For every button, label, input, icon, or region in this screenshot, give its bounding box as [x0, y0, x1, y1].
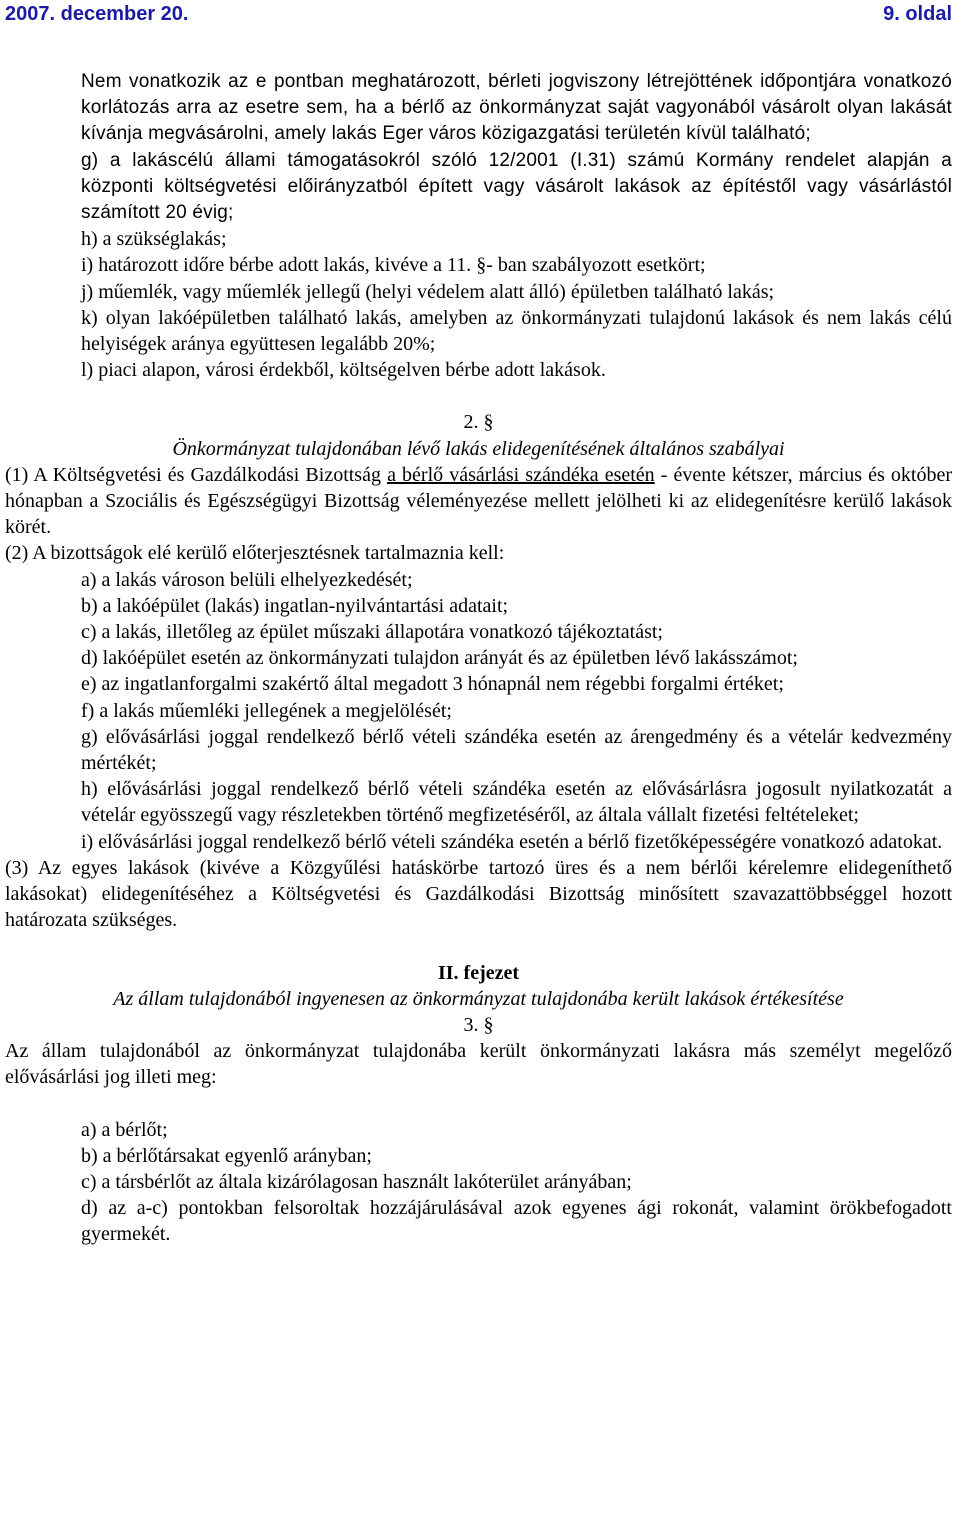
list-item: b) a bérlőtársakat egyenlő arányban; [81, 1144, 372, 1167]
p1-underlined: a bérlő vásárlási szándéka esetén [387, 463, 655, 486]
list-item: a) a lakás városon belüli elhelyezkedését; [81, 568, 413, 591]
list-item: d) az a-c) pontokban felsoroltak hozzájárulásával azok egyenes ági rokonát, valamint örökbefogadott gyermekét. [81, 1197, 952, 1246]
list-item-g: g) a lakáscélú állami támogatásokról szóló 12/2001 (I.31) számú Kormány rendelet alapján a központi költségvetési előirányzatból épített vagy vásárolt lakások az építéstől vagy vásárlástól számított 20 évig; [81, 149, 952, 224]
list-item: i) elővásárlási joggal rendelkező bérlő vételi szándéka esetén a bérlő fizetőképességére vonatkozó adatokat. [81, 830, 943, 853]
section-2-paragraph-1 [5, 462, 952, 541]
p1-rest: - évente kétszer, március és október hónapban a Szociális és Egészségügyi Bizottság véleményezése mellett jelölheti ki az elidegenítésre kerülő lakások körét. [5, 463, 952, 539]
section-2-number: 2. § [463, 411, 494, 434]
list-item: h) elővásárlási joggal rendelkező bérlő vételi szándéka esetén az elővásárlásra jogosult nyilatkozatát a vételár egyösszegű vagy részletekben történő megfizetéséről, az általa vállalt fizetési feltételeket; [81, 778, 952, 827]
prev-section-block [5, 69, 952, 226]
header-date: 2007. december 20. [5, 3, 189, 25]
spacer [5, 383, 952, 409]
document-body [5, 69, 952, 1248]
list-item-h: h) a szükséglakás; [81, 228, 227, 251]
list-item: a) a bérlőt; [81, 1118, 168, 1141]
section-2-title: Önkormányzat tulajdonában lévő lakás elidegenítésének általános szabályai [172, 437, 785, 460]
prev-section-paragraph: Nem vonatkozik az e pontban meghatározott, bérleti jogviszony létrejöttének időpontjára vonatkozó korlátozás arra az esetre sem, ha a bérlő az önkormányzat saját vagyonából vásárolt olyan lakását kívánja megvásárolni, amely lakás Eger város közigazgatási területén kívül található; [81, 71, 952, 145]
chapter-title: Az állam tulajdonából ingyenesen az önkormányzat tulajdonába került lakások értékesítése [113, 987, 844, 1010]
section-3-number: 3. § [463, 1013, 494, 1036]
section-3-list [5, 1117, 952, 1248]
section-3-intro: Az állam tulajdonából az önkormányzat tulajdonába került önkormányzati lakásra más személyt megelőző elővásárlási jog illeti meg: [5, 1040, 952, 1089]
section-2-list [5, 567, 952, 855]
list-item-l: l) piaci alapon, városi érdekből, költségelven bérbe adott lakások. [81, 359, 606, 382]
header-page-number: 9. oldal [883, 3, 952, 25]
page-header [5, 2, 952, 26]
list-item: b) a lakóépület (lakás) ingatlan-nyilvántartási adatait; [81, 594, 509, 617]
list-item: f) a lakás műemléki jellegének a megjelölését; [81, 699, 452, 722]
p1-lead: (1) A Költségvetési és Gazdálkodási Bizottság [5, 463, 388, 486]
chapter-heading: II. fejezet [437, 961, 520, 984]
list-item: e) az ingatlanforgalmi szakértő által megadott 3 hónapnál nem régebbi forgalmi értéket; [81, 673, 784, 696]
list-item: c) a társbérlőt az általa kizárólagosan használt lakóterület arányában; [81, 1170, 632, 1193]
prev-section-list [5, 226, 952, 383]
list-item: g) elővásárlási joggal rendelkező bérlő vételi szándéka esetén az árengedmény és a vételár kedvezmény mértékét; [81, 725, 952, 775]
list-item: c) a lakás, illetőleg az épület műszaki állapotára vonatkozó tájékoztatást; [81, 621, 663, 644]
list-item-j: j) műemlék, vagy műemlék jellegű (helyi védelem alatt álló) épületben található lakás; [81, 280, 775, 303]
section-2-paragraph-3: (3) Az egyes lakások (kivéve a Közgyűlési hatáskörbe tartozó üres és a nem bérlői kérelemre elidegeníthető lakásokat) elidegenítéséhez a Költségvetési és Gazdálkodási Bizottság minősített szavazattöbbséggel hozott határozata szükséges. [5, 856, 952, 932]
list-item: d) lakóépület esetén az önkormányzati tulajdon arányát és az épületben lévő lakásszámot; [81, 647, 798, 670]
list-item-k: k) olyan lakóépületben található lakás, amelyben az önkormányzati tulajdonú lakások és nem lakás célú helyiségek aránya együttesen legalább 20%; [81, 306, 952, 356]
section-2-paragraph-2-intro: (2) A bizottságok elé kerülő előterjesztésnek tartalmaznia kell: [5, 542, 505, 565]
spacer [5, 934, 952, 960]
list-item-i: i) határozott időre bérbe adott lakás, kivéve a 11. §- ban szabályozott esetkört; [81, 254, 706, 277]
spacer [5, 1091, 952, 1117]
